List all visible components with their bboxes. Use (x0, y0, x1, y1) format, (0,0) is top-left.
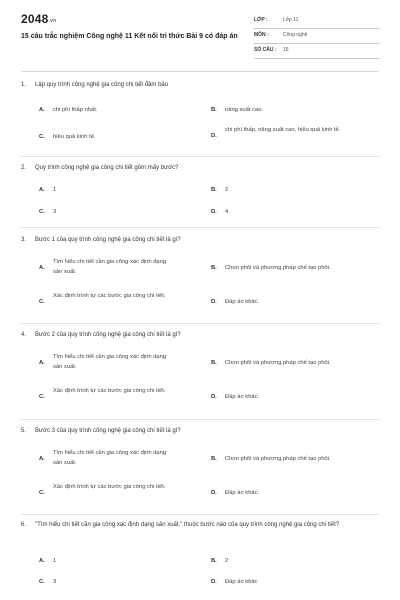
option-d[interactable] (211, 125, 379, 149)
option-letter: A. (39, 558, 45, 564)
option-letter: D. (211, 579, 217, 585)
meta-key: LỚP : (254, 17, 268, 23)
question-number: 4. (21, 332, 27, 338)
document-title: 15 câu trắc nghiệm Công nghệ 11 Kết nối tri thức Bài 9 có đáp án (21, 33, 238, 40)
meta-value: Lớp 11 (283, 17, 299, 23)
option-text: Xác định trình tự các bước gia công chi tiết. (53, 388, 166, 394)
question-text: 4. Bước 2 của quy trình công nghệ gia công chi tiết là gì? (21, 330, 379, 341)
option-c[interactable] (39, 482, 189, 504)
option-letter: B. (211, 107, 217, 113)
option-text: Đáp án khác. (225, 490, 260, 496)
meta-value: Công nghệ (283, 32, 308, 38)
question-divider (21, 227, 379, 228)
option-letter: C. (39, 490, 45, 496)
option-letter: C. (39, 209, 45, 215)
option-text: Đáp án khác. (225, 299, 260, 305)
option-text: 3 (53, 579, 57, 585)
option-text: Đáp án khác (225, 579, 258, 585)
option-text: Chọn phôi và phương pháp chế tạo phôi. (225, 360, 331, 366)
meta-row-subject (254, 29, 380, 44)
question-1 (21, 80, 379, 156)
meta-value: 15 (283, 47, 289, 53)
question-text: 2. Quy trình công nghệ gia công chi tiết gồm mấy bước? (21, 163, 379, 174)
meta-row-class (254, 14, 380, 29)
meta-key: MÔN : (254, 32, 269, 38)
header-divider (21, 71, 379, 72)
option-letter: C. (39, 299, 45, 305)
question-divider (21, 323, 379, 324)
option-text: chi phí thấp, năng suất cao, hiệu quả kinh tế. (225, 127, 341, 133)
question-number: 5. (21, 428, 27, 434)
option-letter: B. (211, 360, 217, 366)
option-text: Xác định trình tự các bước gia công chi tiết. (53, 293, 166, 299)
option-letter: D. (211, 299, 217, 305)
option-a[interactable] (39, 352, 189, 374)
option-text: Tìm hiểu chi tiết cần gia công xác định dạng sản xuất. (53, 450, 167, 466)
option-c[interactable] (39, 291, 189, 313)
question-text: 3. Bước 1 của quy trình công nghệ gia công chi tiết là gì? (21, 235, 379, 246)
option-text: 3 (53, 209, 57, 215)
question-number: 6. (21, 522, 27, 528)
option-letter: A. (39, 360, 45, 366)
option-text: Đáp án khác. (225, 394, 260, 400)
option-letter: B. (211, 187, 217, 193)
option-text: 1 (53, 558, 57, 564)
question-number: 1. (21, 82, 27, 88)
option-letter: D. (211, 394, 217, 400)
question-divider (21, 156, 379, 157)
question-text: 1. Lập quy trình công nghệ gia công chi tiết đảm bảo (21, 80, 379, 91)
option-text: chi phí thấp nhất. (53, 107, 98, 113)
option-text: 2 (225, 187, 229, 193)
option-letter: C. (39, 394, 45, 400)
option-letter: D. (211, 209, 217, 215)
option-letter: D. (211, 133, 217, 139)
option-letter: C. (39, 134, 45, 140)
option-letter: B. (211, 456, 217, 462)
option-letter: A. (39, 107, 45, 113)
option-text: Chọn phôi và phương pháp chế tạo phôi. (225, 456, 331, 462)
option-letter: B. (211, 265, 217, 271)
question-text: 5. Bước 3 của quy trình công nghệ gia công chi tiết là gì? (21, 426, 379, 437)
option-text: Xác định trình tự các bước gia công chi tiết. (53, 484, 166, 490)
option-text: Tìm hiểu chi tiết cần gia công xác định dạng sản xuất. (53, 259, 167, 275)
option-text: Tìm hiểu chi tiết cần gia công xác định dạng sản xuất. (53, 354, 167, 370)
question-number: 3. (21, 237, 27, 243)
option-text: 2 (225, 558, 229, 564)
option-letter: B. (211, 558, 217, 564)
option-letter: A. (39, 187, 45, 193)
question-5 (21, 426, 379, 516)
question-6 (21, 520, 379, 598)
option-a[interactable] (39, 257, 189, 279)
option-text: 4 (225, 209, 229, 215)
question-divider (21, 419, 379, 420)
question-3 (21, 235, 379, 325)
question-text: 6. "Tìm hiểu chi tiết cần gia công xác định dạng sản xuất." thuộc bước nào của quy trình công nghệ gia công chi tiết? (21, 520, 379, 531)
option-letter: D. (211, 490, 217, 496)
question-4 (21, 330, 379, 420)
option-text: năng suất cao. (225, 107, 264, 113)
logo-suffix: .vn (48, 18, 57, 24)
question-2 (21, 163, 379, 225)
option-letter: C. (39, 579, 45, 585)
question-divider (21, 514, 379, 515)
site-logo[interactable] (21, 12, 56, 26)
question-number: 2. (21, 165, 27, 171)
logo-text: 2048 (21, 12, 49, 26)
meta-key: SỐ CÂU : (254, 47, 277, 53)
option-letter: A. (39, 456, 45, 462)
document-header (0, 0, 400, 72)
option-text: 1 (53, 187, 57, 193)
option-a[interactable] (39, 448, 189, 470)
option-c[interactable] (39, 386, 189, 408)
option-text: hiệu quả kinh tế. (53, 134, 96, 140)
option-text: Chọn phôi và phương pháp chế tạo phôi. (225, 265, 331, 271)
meta-row-count (254, 44, 380, 59)
meta-info (254, 14, 380, 59)
option-letter: A. (39, 265, 45, 271)
